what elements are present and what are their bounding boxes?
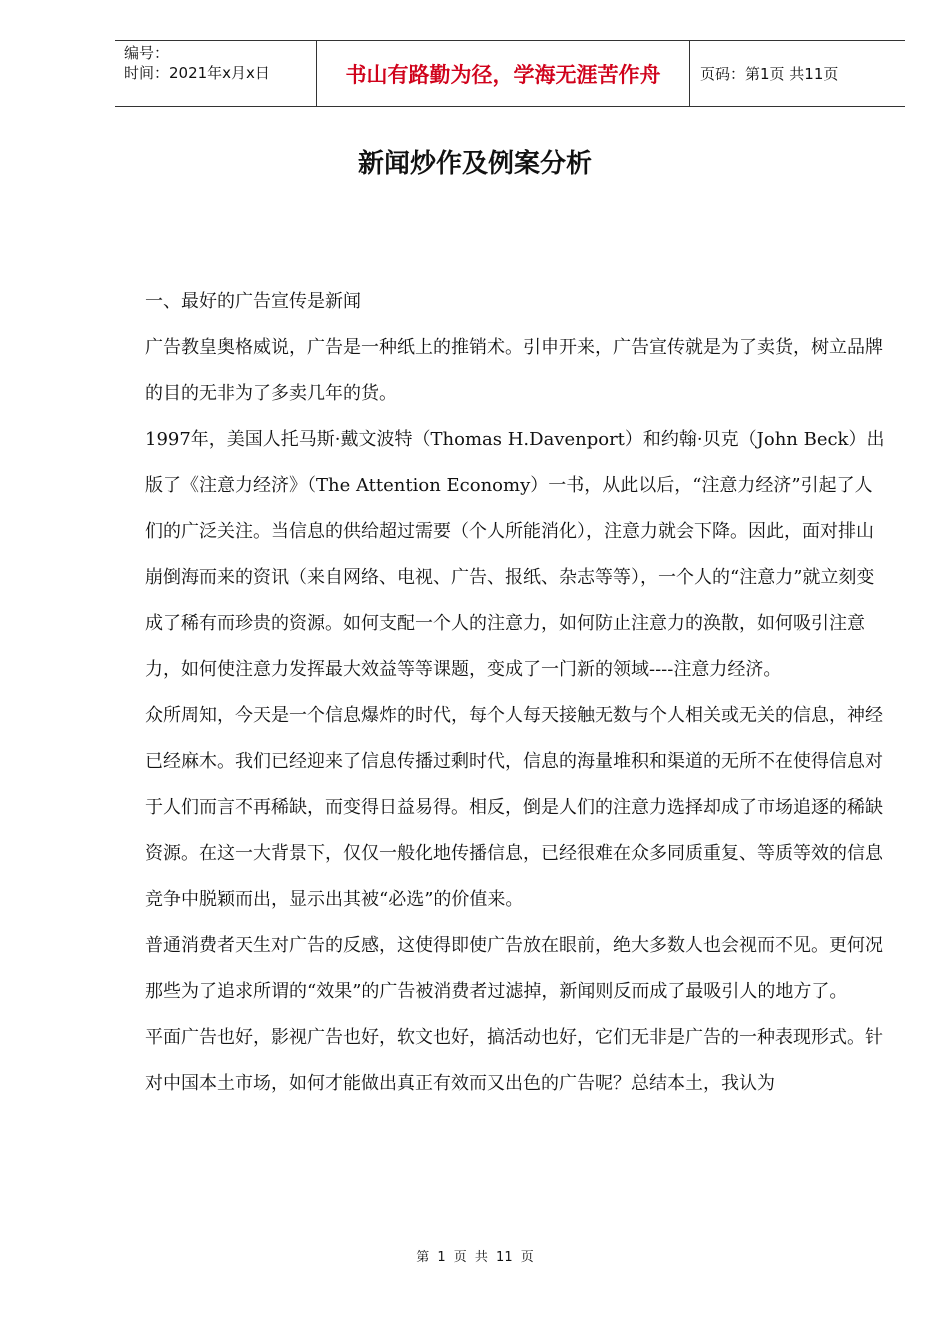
paragraph: 1997年，美国人托马斯·戴文波特（Thomas H.Davenport）和约翰·贝克（John Beck）出版了《注意力经济》（The Attention Economy）一书，从此以后，“注意力经济”引起了人们的广泛关注。当信息的供给超过需要（个人所能消化），注意力就会下降。因此，面对排山崩倒海而来的资讯（来自网络、电视、广告、报纸、杂志等等），一个人的“注意力”就立刻变成了稀有而珍贵的资源。如何支配一个人的注意力，如何防止注意力的涣散，如何吸引注意力，如何使注意力发挥最大效益等等课题，变成了一门新的领域----注意力经济。 bbox=[145, 429, 885, 680]
paragraph: 广告教皇奥格威说，广告是一种纸上的推销术。引申开来，广告宣传就是为了卖货，树立品牌的目的无非为了多卖几年的货。 bbox=[145, 337, 883, 404]
paragraph: 普通消费者天生对广告的反感，这使得即使广告放在眼前，绝大多数人也会视而不见。更何况那些为了追求所谓的“效果”的广告被消费者过滤掉，新闻则反而成了最吸引人的地方了。 bbox=[145, 935, 883, 1002]
paragraph: 众所周知，今天是一个信息爆炸的时代，每个人每天接触无数与个人相关或无关的信息，神经已经麻木。我们已经迎来了信息传播过剩时代，信息的海量堆积和渠道的无所不在使得信息对于人们而言不再稀缺，而变得日益易得。相反，倒是人们的注意力选择却成了市场追逐的稀缺资源。在这一大背景下，仅仅一般化地传播信息，已经很难在众多同质重复、等质等效的信息竞争中脱颖而出，显示出其被“必选”的价值来。 bbox=[145, 705, 883, 910]
document-number-label: 编号： bbox=[124, 44, 170, 62]
header-meta-cell bbox=[115, 41, 316, 106]
paragraph: 平面广告也好，影视广告也好，软文也好，搞活动也好，它们无非是广告的一种表现形式。针对中国本土市场，如何才能做出真正有效而又出色的广告呢？总结本土，我认为 bbox=[145, 1027, 883, 1094]
page-footer: 第 1 页 共 11 页 bbox=[416, 1250, 534, 1265]
section-heading: 一、最好的广告宣传是新闻 bbox=[145, 291, 361, 312]
header-page-cell bbox=[690, 41, 905, 106]
document-title: 新闻炒作及例案分析 bbox=[357, 149, 592, 179]
header-page-label: 页码：第1页 共11页 bbox=[700, 65, 839, 83]
document-time-label: 时间：2021年x月x日 bbox=[124, 64, 270, 82]
header-table bbox=[115, 40, 905, 107]
header-motto: 书山有路勤为径，学海无涯苦作舟 bbox=[345, 62, 661, 87]
header-motto-cell bbox=[316, 41, 690, 106]
document-body bbox=[145, 279, 885, 1107]
